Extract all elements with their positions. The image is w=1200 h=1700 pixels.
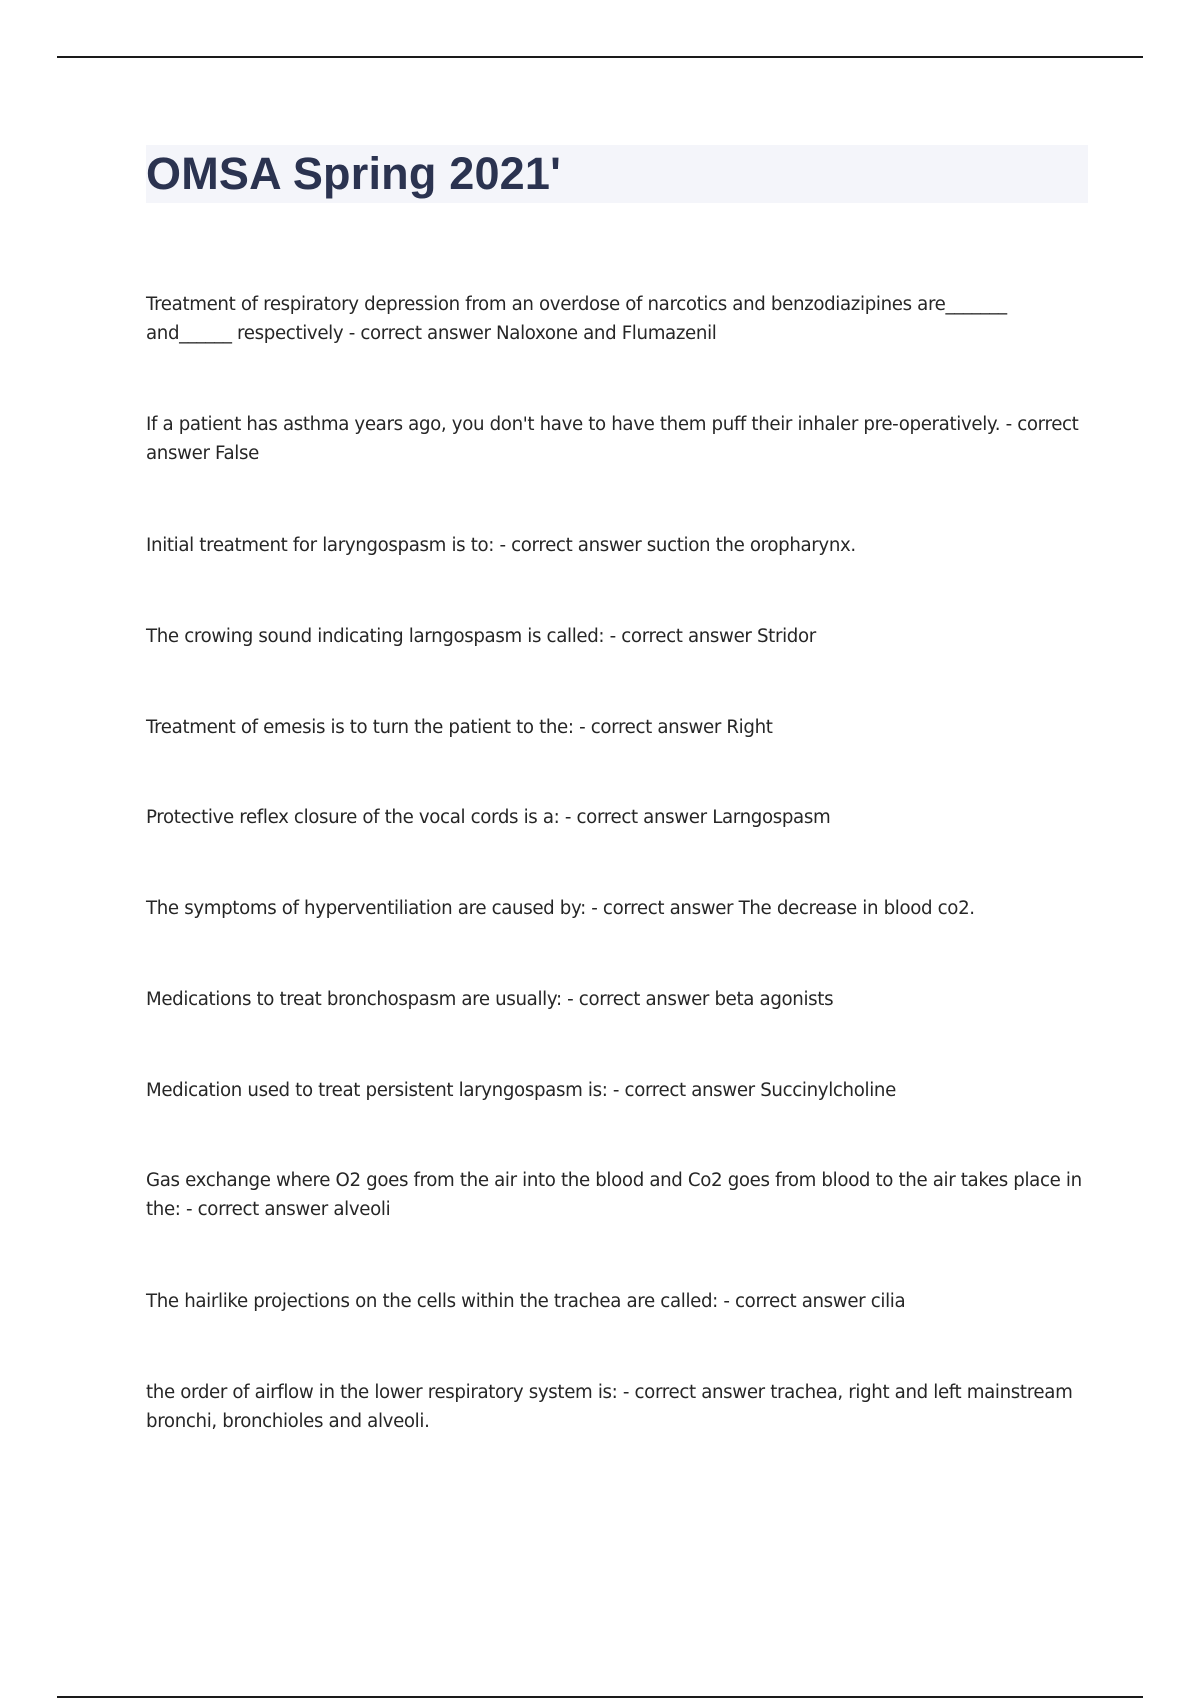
qa-item: Treatment of emesis is to turn the patient to the: - correct answer Right bbox=[146, 717, 773, 738]
qa-item: Initial treatment for laryngospasm is to: - correct answer suction the oropharynx. bbox=[146, 535, 856, 556]
qa-item: Medications to treat bronchospasm are usually: - correct answer beta agonists bbox=[146, 989, 834, 1010]
top-rule bbox=[57, 56, 1143, 58]
bottom-rule bbox=[57, 1696, 1143, 1698]
qa-item: the order of airflow in the lower respiratory system is: - correct answer trachea, right and left mainstream bronchi, bronchioles and alveoli. bbox=[146, 1382, 1073, 1432]
qa-item: Medication used to treat persistent laryngospasm is: - correct answer Succinylcholine bbox=[146, 1080, 896, 1101]
qa-item: The hairlike projections on the cells within the trachea are called: - correct answer cilia bbox=[146, 1291, 906, 1312]
document-title: OMSA Spring 2021' bbox=[146, 148, 562, 199]
qa-item: Gas exchange where O2 goes from the air into the blood and Co2 goes from blood to the air takes place in the: - correct answer alveoli bbox=[146, 1170, 1082, 1220]
qa-item: Treatment of respiratory depression from an overdose of narcotics and benzodiazipines are_______ and______ respectively - correct answer Naloxone and Flumazenil bbox=[146, 294, 1007, 344]
qa-item: The symptoms of hyperventiliation are caused by: - correct answer The decrease in blood co2. bbox=[146, 898, 975, 919]
qa-item: The crowing sound indicating larngospasm is called: - correct answer Stridor bbox=[146, 626, 816, 647]
qa-item: If a patient has asthma years ago, you don't have to have them puff their inhaler pre-operatively. - correct answer False bbox=[146, 414, 1079, 464]
qa-item: Protective reflex closure of the vocal cords is a: - correct answer Larngospasm bbox=[146, 807, 831, 828]
